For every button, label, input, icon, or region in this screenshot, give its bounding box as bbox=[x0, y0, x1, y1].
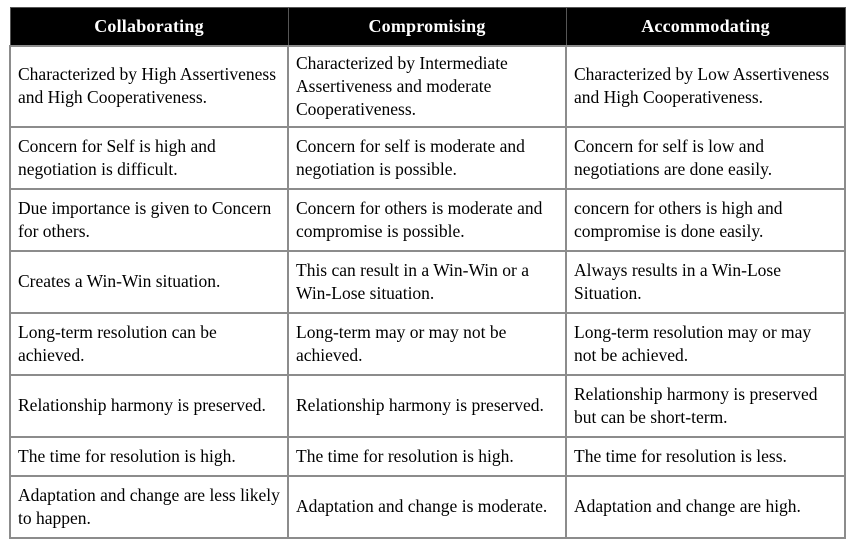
cell-accommodating: Characterized by Low Assertiveness and High Cooperativeness. bbox=[566, 46, 845, 127]
cell-compromising: The time for resolution is high. bbox=[288, 437, 566, 476]
table-row bbox=[10, 476, 845, 538]
header-compromising: Compromising bbox=[288, 8, 566, 47]
cell-compromising: Characterized by Intermediate Assertiveness and moderate Cooperativeness. bbox=[288, 46, 566, 127]
cell-accommodating: Relationship harmony is preserved but can be short-term. bbox=[566, 375, 845, 437]
cell-collaborating: Due importance is given to Concern for others. bbox=[10, 189, 288, 251]
cell-accommodating: The time for resolution is less. bbox=[566, 437, 845, 476]
table-row bbox=[10, 127, 845, 189]
table-row bbox=[10, 46, 845, 127]
cell-accommodating: Always results in a Win-Lose Situation. bbox=[566, 251, 845, 313]
cell-compromising: Long-term may or may not be achieved. bbox=[288, 313, 566, 375]
cell-collaborating: Long-term resolution can be achieved. bbox=[10, 313, 288, 375]
cell-collaborating: Characterized by High Assertiveness and High Cooperativeness. bbox=[10, 46, 288, 127]
cell-collaborating: Concern for Self is high and negotiation is difficult. bbox=[10, 127, 288, 189]
cell-collaborating: The time for resolution is high. bbox=[10, 437, 288, 476]
header-accommodating: Accommodating bbox=[566, 8, 845, 47]
table-row bbox=[10, 251, 845, 313]
cell-accommodating: concern for others is high and compromise is done easily. bbox=[566, 189, 845, 251]
table-row bbox=[10, 375, 845, 437]
table-row bbox=[10, 313, 845, 375]
comparison-table-container bbox=[9, 7, 844, 539]
table-row bbox=[10, 189, 845, 251]
cell-accommodating: Long-term resolution may or may not be achieved. bbox=[566, 313, 845, 375]
table-row bbox=[10, 437, 845, 476]
cell-accommodating: Concern for self is low and negotiations are done easily. bbox=[566, 127, 845, 189]
cell-collaborating: Adaptation and change are less likely to happen. bbox=[10, 476, 288, 538]
cell-collaborating: Relationship harmony is preserved. bbox=[10, 375, 288, 437]
cell-compromising: Concern for others is moderate and compromise is possible. bbox=[288, 189, 566, 251]
cell-compromising: Concern for self is moderate and negotiation is possible. bbox=[288, 127, 566, 189]
conflict-styles-comparison-table bbox=[9, 7, 846, 539]
cell-compromising: Relationship harmony is preserved. bbox=[288, 375, 566, 437]
cell-accommodating: Adaptation and change are high. bbox=[566, 476, 845, 538]
cell-compromising: Adaptation and change is moderate. bbox=[288, 476, 566, 538]
header-collaborating: Collaborating bbox=[10, 8, 288, 47]
table-header-row bbox=[10, 8, 845, 47]
cell-compromising: This can result in a Win-Win or a Win-Lose situation. bbox=[288, 251, 566, 313]
cell-collaborating: Creates a Win-Win situation. bbox=[10, 251, 288, 313]
